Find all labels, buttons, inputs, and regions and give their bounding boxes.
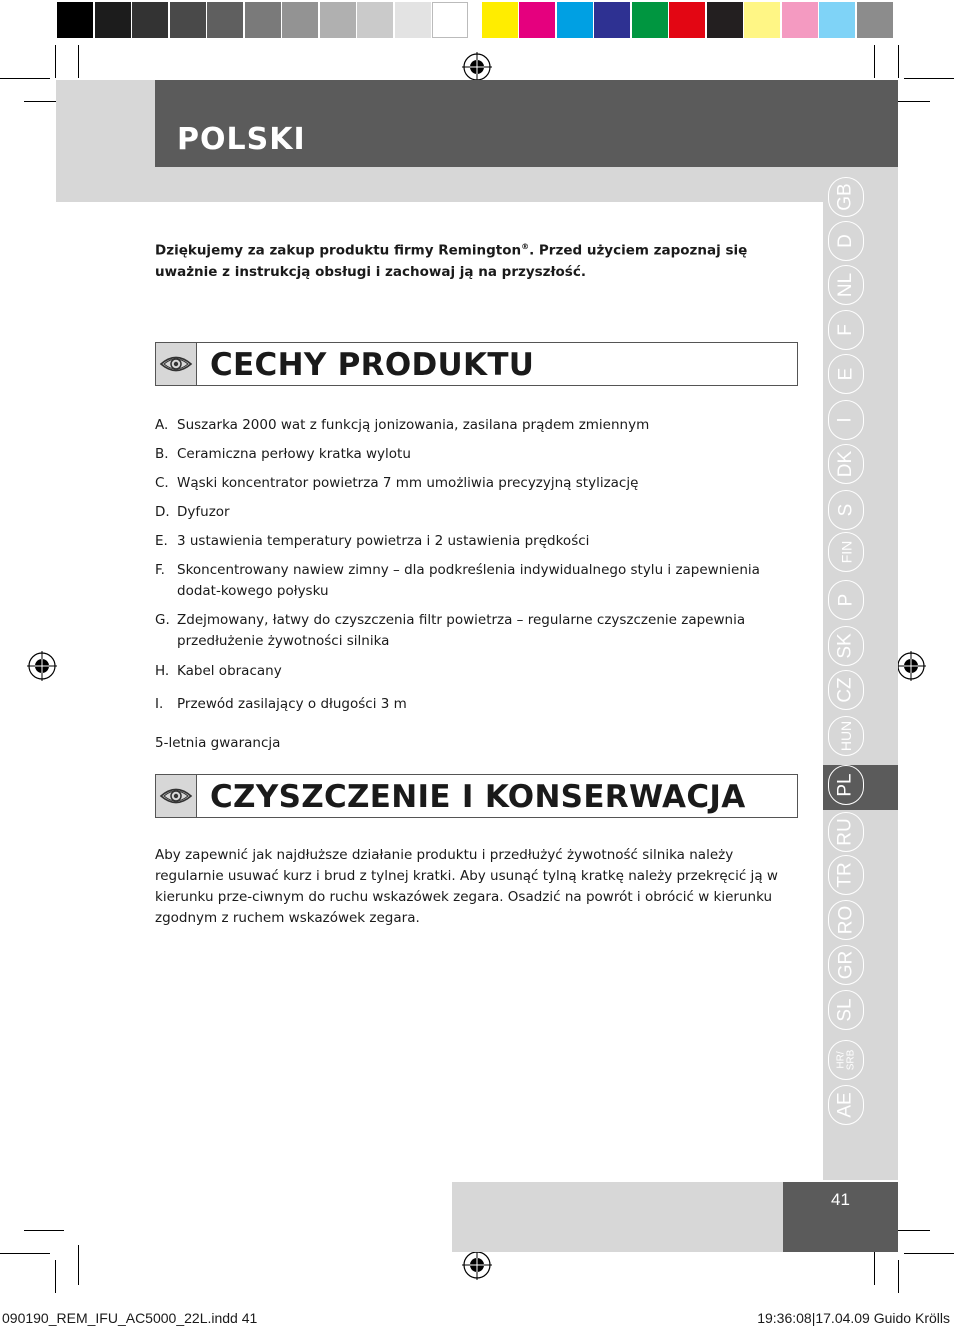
feature-item [155, 415, 795, 436]
language-tab-gr[interactable] [828, 945, 864, 985]
language-tab-label: CZ [834, 677, 856, 703]
registration-mark-icon [462, 1250, 492, 1280]
language-tab-p[interactable] [828, 580, 864, 620]
language-tab-label: RO [835, 905, 856, 935]
feature-text: Suszarka 2000 wat z funkcją jonizowania, zasilana prądem zmiennym [177, 417, 650, 433]
eye-icon [156, 775, 196, 817]
feature-label: C. [155, 475, 169, 491]
registration-mark-icon [462, 52, 492, 82]
cleaning-text: Aby zapewnić jak najdłuższe działanie produktu i przedłużyć żywotność silnika należy regularnie usuwać kurz i brud z tylnej kratki. Aby usunąć tylną kratkę należy przekręcić ją w kierunku prze-ciwnym do ruchu wskazówek zegara. Osadzić na powrót i obrócić w kierunku zgodnym z ruchem wskazówek zegara. [155, 847, 778, 926]
feature-label: B. [155, 446, 169, 462]
section-header-cleaning [155, 774, 798, 818]
eye-icon [156, 343, 196, 385]
intro-line-2: uważnie z instrukcją obsługi i zachowaj ją na przyszłość. [155, 263, 586, 280]
language-tab-cz[interactable] [828, 670, 864, 710]
language-tab-sl[interactable] [828, 990, 864, 1030]
crop-mark [78, 1245, 79, 1285]
language-tab-tr[interactable] [828, 855, 864, 895]
language-tab-label: TR [834, 862, 856, 888]
color-swatch [557, 2, 593, 38]
language-tab-gb[interactable] [828, 177, 864, 217]
feature-item [155, 610, 795, 652]
language-tab-label: HUN [838, 720, 854, 752]
eye-icon-box [156, 343, 197, 385]
language-tab-label: GR [835, 950, 856, 980]
language-tab-ro[interactable] [828, 900, 864, 940]
color-swatch [669, 2, 705, 38]
language-tab-label: FIN [838, 540, 854, 564]
feature-label: H. [155, 663, 170, 679]
language-tab-fin[interactable] [828, 532, 864, 572]
slug-file-info: 090190_REM_IFU_AC5000_22L.indd 41 [2, 1310, 258, 1326]
color-swatch [95, 2, 131, 38]
feature-text: Wąski koncentrator powietrza 7 mm umożliwia precyzyjną stylizację [177, 475, 639, 491]
feature-text: Dyfuzor [177, 504, 230, 520]
feature-label: A. [155, 417, 169, 433]
color-swatch [782, 2, 818, 38]
feature-text: Ceramiczna perłowy kratka wylotu [177, 446, 411, 462]
color-swatch [632, 2, 668, 38]
language-tab-dk[interactable] [828, 444, 864, 484]
feature-label: I. [155, 696, 164, 712]
feature-item [155, 531, 795, 552]
color-swatch [320, 2, 356, 38]
feature-item [155, 444, 795, 465]
language-tab-label: PL [835, 773, 856, 797]
crop-mark [0, 78, 50, 79]
language-tab-f[interactable] [828, 310, 864, 350]
feature-item [155, 560, 795, 602]
color-swatch [594, 2, 630, 38]
crop-mark [898, 45, 899, 78]
language-tab-label: D [834, 234, 856, 248]
language-tab-ru[interactable] [828, 812, 864, 852]
language-tab-label: NL [834, 272, 856, 298]
feature-label: G. [155, 612, 170, 628]
crop-mark [904, 78, 954, 79]
language-tab-label: RU [834, 818, 856, 846]
registered-mark: ® [521, 242, 530, 251]
registration-mark-icon [896, 651, 926, 681]
color-swatch [744, 2, 780, 38]
feature-item [155, 473, 795, 494]
language-tab-label: F [834, 324, 856, 336]
language-tab-i[interactable] [828, 400, 864, 440]
crop-mark [0, 1253, 50, 1254]
section-title: CECHY PRODUKTU [210, 347, 535, 383]
color-bar-gap [470, 2, 482, 38]
language-tab-label: P [835, 593, 856, 607]
crop-mark [55, 1260, 56, 1293]
feature-text: 3 ustawienia temperatury powietrza i 2 ustawienia prędkości [177, 533, 590, 549]
feature-item [155, 502, 795, 523]
slug-timestamp: 19:36:08|17.04.09 Guido Krölls [757, 1310, 950, 1326]
feature-text: Zdejmowany, łatwy do czyszczenia filtr powietrza – regularne czyszczenie zapewnia przedłużenie żywotności silnika [177, 612, 746, 649]
color-swatch [395, 2, 431, 38]
color-swatch [357, 2, 393, 38]
feature-text: Kabel obracany [177, 663, 282, 679]
color-swatch [819, 2, 855, 38]
feature-item [155, 661, 795, 682]
eye-icon-box [156, 775, 197, 817]
language-tab-label: GB [834, 183, 856, 211]
language-tab-label: DK [835, 450, 856, 478]
language-tab-label: S [835, 503, 856, 517]
crop-mark [78, 45, 79, 78]
warranty-text: 5-letnia gwarancja [155, 735, 281, 751]
color-swatch [170, 2, 206, 38]
language-tab-e[interactable] [828, 354, 864, 394]
intro-text [155, 236, 795, 283]
color-swatch [482, 2, 518, 38]
page-number: 41 [831, 1190, 850, 1209]
language-tab-hun[interactable] [828, 716, 864, 756]
feature-label: F. [155, 562, 165, 578]
language-tab-d[interactable] [828, 221, 864, 261]
language-tab-label: AE [834, 1092, 856, 1118]
crop-mark [904, 1253, 954, 1254]
crop-mark [874, 45, 875, 78]
color-swatch [132, 2, 168, 38]
registration-mark-icon [27, 651, 57, 681]
feature-text: Przewód zasilający o długości 3 m [177, 696, 407, 712]
feature-item [155, 694, 795, 715]
language-tab-hrsrb[interactable] [828, 1040, 864, 1080]
crop-mark [898, 1260, 899, 1293]
printer-color-bar [57, 2, 894, 38]
section-title: CZYSZCZENIE I KONSERWACJA [210, 779, 746, 815]
color-swatch [432, 2, 468, 38]
color-swatch [245, 2, 281, 38]
language-tab-s[interactable] [828, 490, 864, 530]
intro-line-1-rest: . Przed użyciem zapoznaj się [529, 242, 748, 259]
language-tab-label: I [835, 417, 856, 423]
crop-mark [55, 45, 56, 78]
color-swatch [707, 2, 743, 38]
crop-mark [24, 1230, 64, 1231]
feature-text: Skoncentrowany nawiew zimny – dla podkreślenia indywidualnego stylu i zapewnienia dodat-kowego połysku [177, 562, 760, 599]
page-title: POLSKI [177, 122, 306, 157]
color-swatch [282, 2, 318, 38]
language-tab-nl[interactable] [828, 265, 864, 305]
language-tab-pl[interactable] [828, 765, 864, 805]
language-tab-label: SK [834, 633, 856, 659]
footer-background [452, 1182, 783, 1252]
language-tab-label: E [835, 367, 856, 381]
feature-label: D. [155, 504, 170, 520]
section-header-features [155, 342, 798, 386]
intro-line-1: Dziękujemy za zakup produktu firmy Remington [155, 242, 522, 259]
feature-label: E. [155, 533, 168, 549]
language-tab-sk[interactable] [828, 626, 864, 666]
color-swatch [857, 2, 893, 38]
color-swatch [207, 2, 243, 38]
language-tab-ae[interactable] [828, 1085, 864, 1125]
color-swatch [519, 2, 555, 38]
language-tab-label: SL [835, 998, 856, 1022]
language-tab-label: HR/ SRB [835, 1049, 856, 1071]
color-swatch [57, 2, 93, 38]
